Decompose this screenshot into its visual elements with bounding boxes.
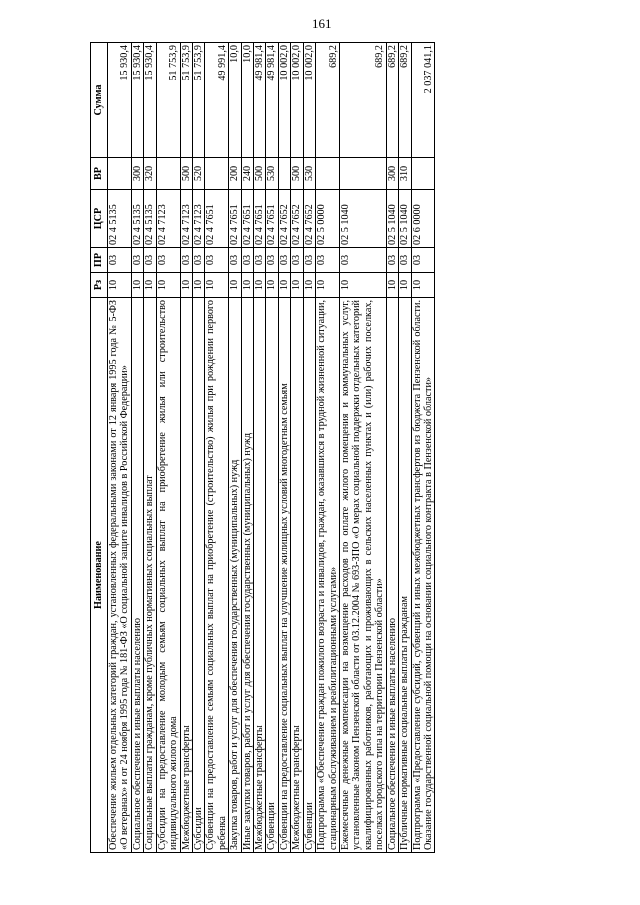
- table-row: [254, 43, 266, 853]
- table-row: [278, 43, 290, 853]
- page-number: 161: [312, 16, 332, 31]
- cell-vr: 320: [144, 158, 156, 190]
- cell-sum: 2 037 041,1: [411, 43, 435, 158]
- table-row: [131, 43, 143, 853]
- cell-sum: 10,0: [241, 43, 253, 158]
- cell-rz: 10: [303, 273, 315, 298]
- cell-vr: 530: [266, 158, 278, 190]
- cell-name: Межбюджетные трансферты: [254, 298, 266, 853]
- cell-name: Субсидии: [192, 298, 204, 853]
- cell-csr: 02 4 7652: [278, 190, 290, 248]
- cell-vr: 520: [192, 158, 204, 190]
- table-row: [411, 43, 435, 853]
- cell-vr: [411, 158, 435, 190]
- cell-name: Иные закупки товаров, работ и услуг для обеспечения государственных (муниципальных) нужд: [241, 298, 253, 853]
- table-row: [205, 43, 229, 853]
- cell-rz: 10: [229, 273, 241, 298]
- table-row: [241, 43, 253, 853]
- cell-csr: 02 6 0000: [411, 190, 435, 248]
- cell-csr: 02 5 0000: [316, 190, 340, 248]
- cell-csr: 02 4 7651: [266, 190, 278, 248]
- cell-sum: 15 930,4: [144, 43, 156, 158]
- cell-pr: 03: [205, 248, 229, 273]
- cell-name: Субвенции: [266, 298, 278, 853]
- cell-name: Подпрограмма «Обеспечение граждан пожилого возраста и инвалидов, граждан, оказавшихся в трудной жизненной ситуации, стационарным обслуживанием и реабилитационными услугами»: [316, 298, 340, 853]
- cell-pr: 03: [386, 248, 398, 273]
- cell-sum: 10 002,0: [278, 43, 290, 158]
- cell-pr: 03: [131, 248, 143, 273]
- budget-table: [90, 42, 435, 853]
- cell-name: Социальные выплаты гражданам, кроме публичных нормативных социальных выплат: [144, 298, 156, 853]
- cell-rz: 10: [254, 273, 266, 298]
- cell-rz: 10: [266, 273, 278, 298]
- cell-csr: 02 4 5135: [131, 190, 143, 248]
- cell-rz: 10: [180, 273, 192, 298]
- rotated-table-frame: [90, 43, 560, 853]
- cell-vr: 530: [303, 158, 315, 190]
- cell-rz: 10: [291, 273, 303, 298]
- table-row: [266, 43, 278, 853]
- cell-sum: 689,2: [399, 43, 411, 158]
- cell-rz: 10: [144, 273, 156, 298]
- cell-pr: 03: [291, 248, 303, 273]
- cell-vr: 240: [241, 158, 253, 190]
- cell-name: Социальное обеспечение и иные выплаты населению: [386, 298, 398, 853]
- rotated-table-content: [90, 43, 560, 853]
- cell-sum: 51 753,9: [180, 43, 192, 158]
- cell-csr: 02 4 7651: [229, 190, 241, 248]
- cell-pr: 03: [254, 248, 266, 273]
- cell-pr: 03: [192, 248, 204, 273]
- cell-name: Межбюджетные трансферты: [180, 298, 192, 853]
- cell-pr: 03: [241, 248, 253, 273]
- cell-sum: 15 930,4: [131, 43, 143, 158]
- cell-csr: 02 5 1040: [386, 190, 398, 248]
- header-csr: ЦСР: [91, 190, 108, 248]
- cell-pr: 03: [229, 248, 241, 273]
- cell-vr: [340, 158, 387, 190]
- cell-name: Подпрограмма «Предоставление субсидий, субвенций и иных межбюджетных трансфертов из бюджета Пензенской области. Оказание государственной социальной помощи на основании социального контракта в Пензенской области»: [411, 298, 435, 853]
- cell-vr: [156, 158, 180, 190]
- cell-pr: 03: [156, 248, 180, 273]
- cell-vr: 500: [291, 158, 303, 190]
- cell-sum: 689,2: [386, 43, 398, 158]
- cell-vr: 200: [229, 158, 241, 190]
- cell-csr: 02 4 7651: [254, 190, 266, 248]
- cell-sum: 10,0: [229, 43, 241, 158]
- cell-name: Закупка товаров, работ и услуг для обеспечения государственных (муниципальных) нужд: [229, 298, 241, 853]
- cell-pr: 03: [144, 248, 156, 273]
- table-row: [229, 43, 241, 853]
- cell-vr: [278, 158, 290, 190]
- table-row: [399, 43, 411, 853]
- cell-csr: 02 4 7652: [303, 190, 315, 248]
- cell-csr: 02 4 7123: [180, 190, 192, 248]
- header-vr: ВР: [91, 158, 108, 190]
- cell-rz: 10: [386, 273, 398, 298]
- cell-sum: 15 930,4: [108, 43, 132, 158]
- cell-vr: 500: [254, 158, 266, 190]
- table-row: [192, 43, 204, 853]
- cell-sum: 49 991,4: [205, 43, 229, 158]
- cell-sum: 10 002,0: [291, 43, 303, 158]
- cell-sum: 51 753,9: [192, 43, 204, 158]
- cell-csr: 02 4 7651: [205, 190, 229, 248]
- cell-name: Межбюджетные трансферты: [291, 298, 303, 853]
- cell-name: Субвенции: [303, 298, 315, 853]
- cell-pr: 03: [316, 248, 340, 273]
- cell-rz: 10: [108, 273, 132, 298]
- cell-pr: 03: [266, 248, 278, 273]
- cell-vr: 300: [386, 158, 398, 190]
- table-row: [108, 43, 132, 853]
- cell-rz: 10: [316, 273, 340, 298]
- header-sum: Сумма: [91, 43, 108, 158]
- cell-csr: 02 4 7123: [192, 190, 204, 248]
- cell-rz: 10: [399, 273, 411, 298]
- table-row: [180, 43, 192, 853]
- table-body: [108, 43, 435, 853]
- cell-name: Ежемесячные денежные компенсации на возмещение расходов по оплате жилого помещения и коммунальных услуг, установленные Законом Пензенской области от 03.12.2004 № 693-ЗПО «О мерах социальной поддержки отдельных категорий квалифицированных работников, работающих и проживающих в сельских населенных пунктах и (или) рабочих поселках, поселках городского типа на территории Пензенской области»: [340, 298, 387, 853]
- header-name: Наименование: [91, 298, 108, 853]
- cell-rz: 10: [131, 273, 143, 298]
- cell-vr: [108, 158, 132, 190]
- cell-vr: 300: [131, 158, 143, 190]
- table-row: [144, 43, 156, 853]
- cell-rz: 10: [192, 273, 204, 298]
- cell-name: Субсидии на предоставление молодым семьям социальных выплат на приобретение жилья или строительство индивидуального жилого дома: [156, 298, 180, 853]
- cell-sum: 689,2: [340, 43, 387, 158]
- table-row: [386, 43, 398, 853]
- cell-csr: 02 4 5135: [144, 190, 156, 248]
- cell-sum: 10 002,0: [303, 43, 315, 158]
- table-row: [340, 43, 387, 853]
- cell-vr: 310: [399, 158, 411, 190]
- table-row: [316, 43, 340, 853]
- table-header-row: [91, 43, 108, 853]
- table-row: [156, 43, 180, 853]
- cell-rz: 10: [278, 273, 290, 298]
- cell-vr: 500: [180, 158, 192, 190]
- cell-csr: 02 5 1040: [399, 190, 411, 248]
- cell-pr: 03: [180, 248, 192, 273]
- cell-pr: 03: [108, 248, 132, 273]
- table-row: [291, 43, 303, 853]
- cell-rz: 10: [340, 273, 387, 298]
- header-rz: Рз: [91, 273, 108, 298]
- cell-name: Обеспечение жильем отдельных категорий граждан, установленных федеральными законами от 12 января 1995 года № 5-ФЗ «О ветеранах» и от 24 ноября 1995 года № 181-ФЗ «О социальной защите инвалидов в Российской Федерации»: [108, 298, 132, 853]
- cell-sum: 689,2: [316, 43, 340, 158]
- cell-pr: 03: [278, 248, 290, 273]
- cell-csr: 02 4 7123: [156, 190, 180, 248]
- cell-name: Социальное обеспечение и иные выплаты населению: [131, 298, 143, 853]
- cell-pr: 03: [303, 248, 315, 273]
- table-row: [303, 43, 315, 853]
- cell-csr: 02 4 7652: [291, 190, 303, 248]
- cell-csr: 02 5 1040: [340, 190, 387, 248]
- cell-pr: 03: [340, 248, 387, 273]
- cell-csr: 02 4 7651: [241, 190, 253, 248]
- cell-rz: 10: [205, 273, 229, 298]
- cell-pr: 03: [399, 248, 411, 273]
- cell-name: Публичные нормативные социальные выплаты гражданам: [399, 298, 411, 853]
- header-pr: ПР: [91, 248, 108, 273]
- cell-sum: 51 753,9: [156, 43, 180, 158]
- cell-pr: 03: [411, 248, 435, 273]
- cell-vr: [316, 158, 340, 190]
- cell-csr: 02 4 5135: [108, 190, 132, 248]
- cell-rz: 10: [411, 273, 435, 298]
- cell-rz: 10: [156, 273, 180, 298]
- cell-sum: 49 981,4: [254, 43, 266, 158]
- cell-sum: 49 981,4: [266, 43, 278, 158]
- cell-rz: 10: [241, 273, 253, 298]
- cell-name: Субвенции на предоставление семьям социальных выплат на приобретение (строительство) жилья при рождении первого ребенка: [205, 298, 229, 853]
- cell-vr: [205, 158, 229, 190]
- cell-name: Субвенции на предоставление социальных выплат на улучшение жилищных условий многодетным семьям: [278, 298, 290, 853]
